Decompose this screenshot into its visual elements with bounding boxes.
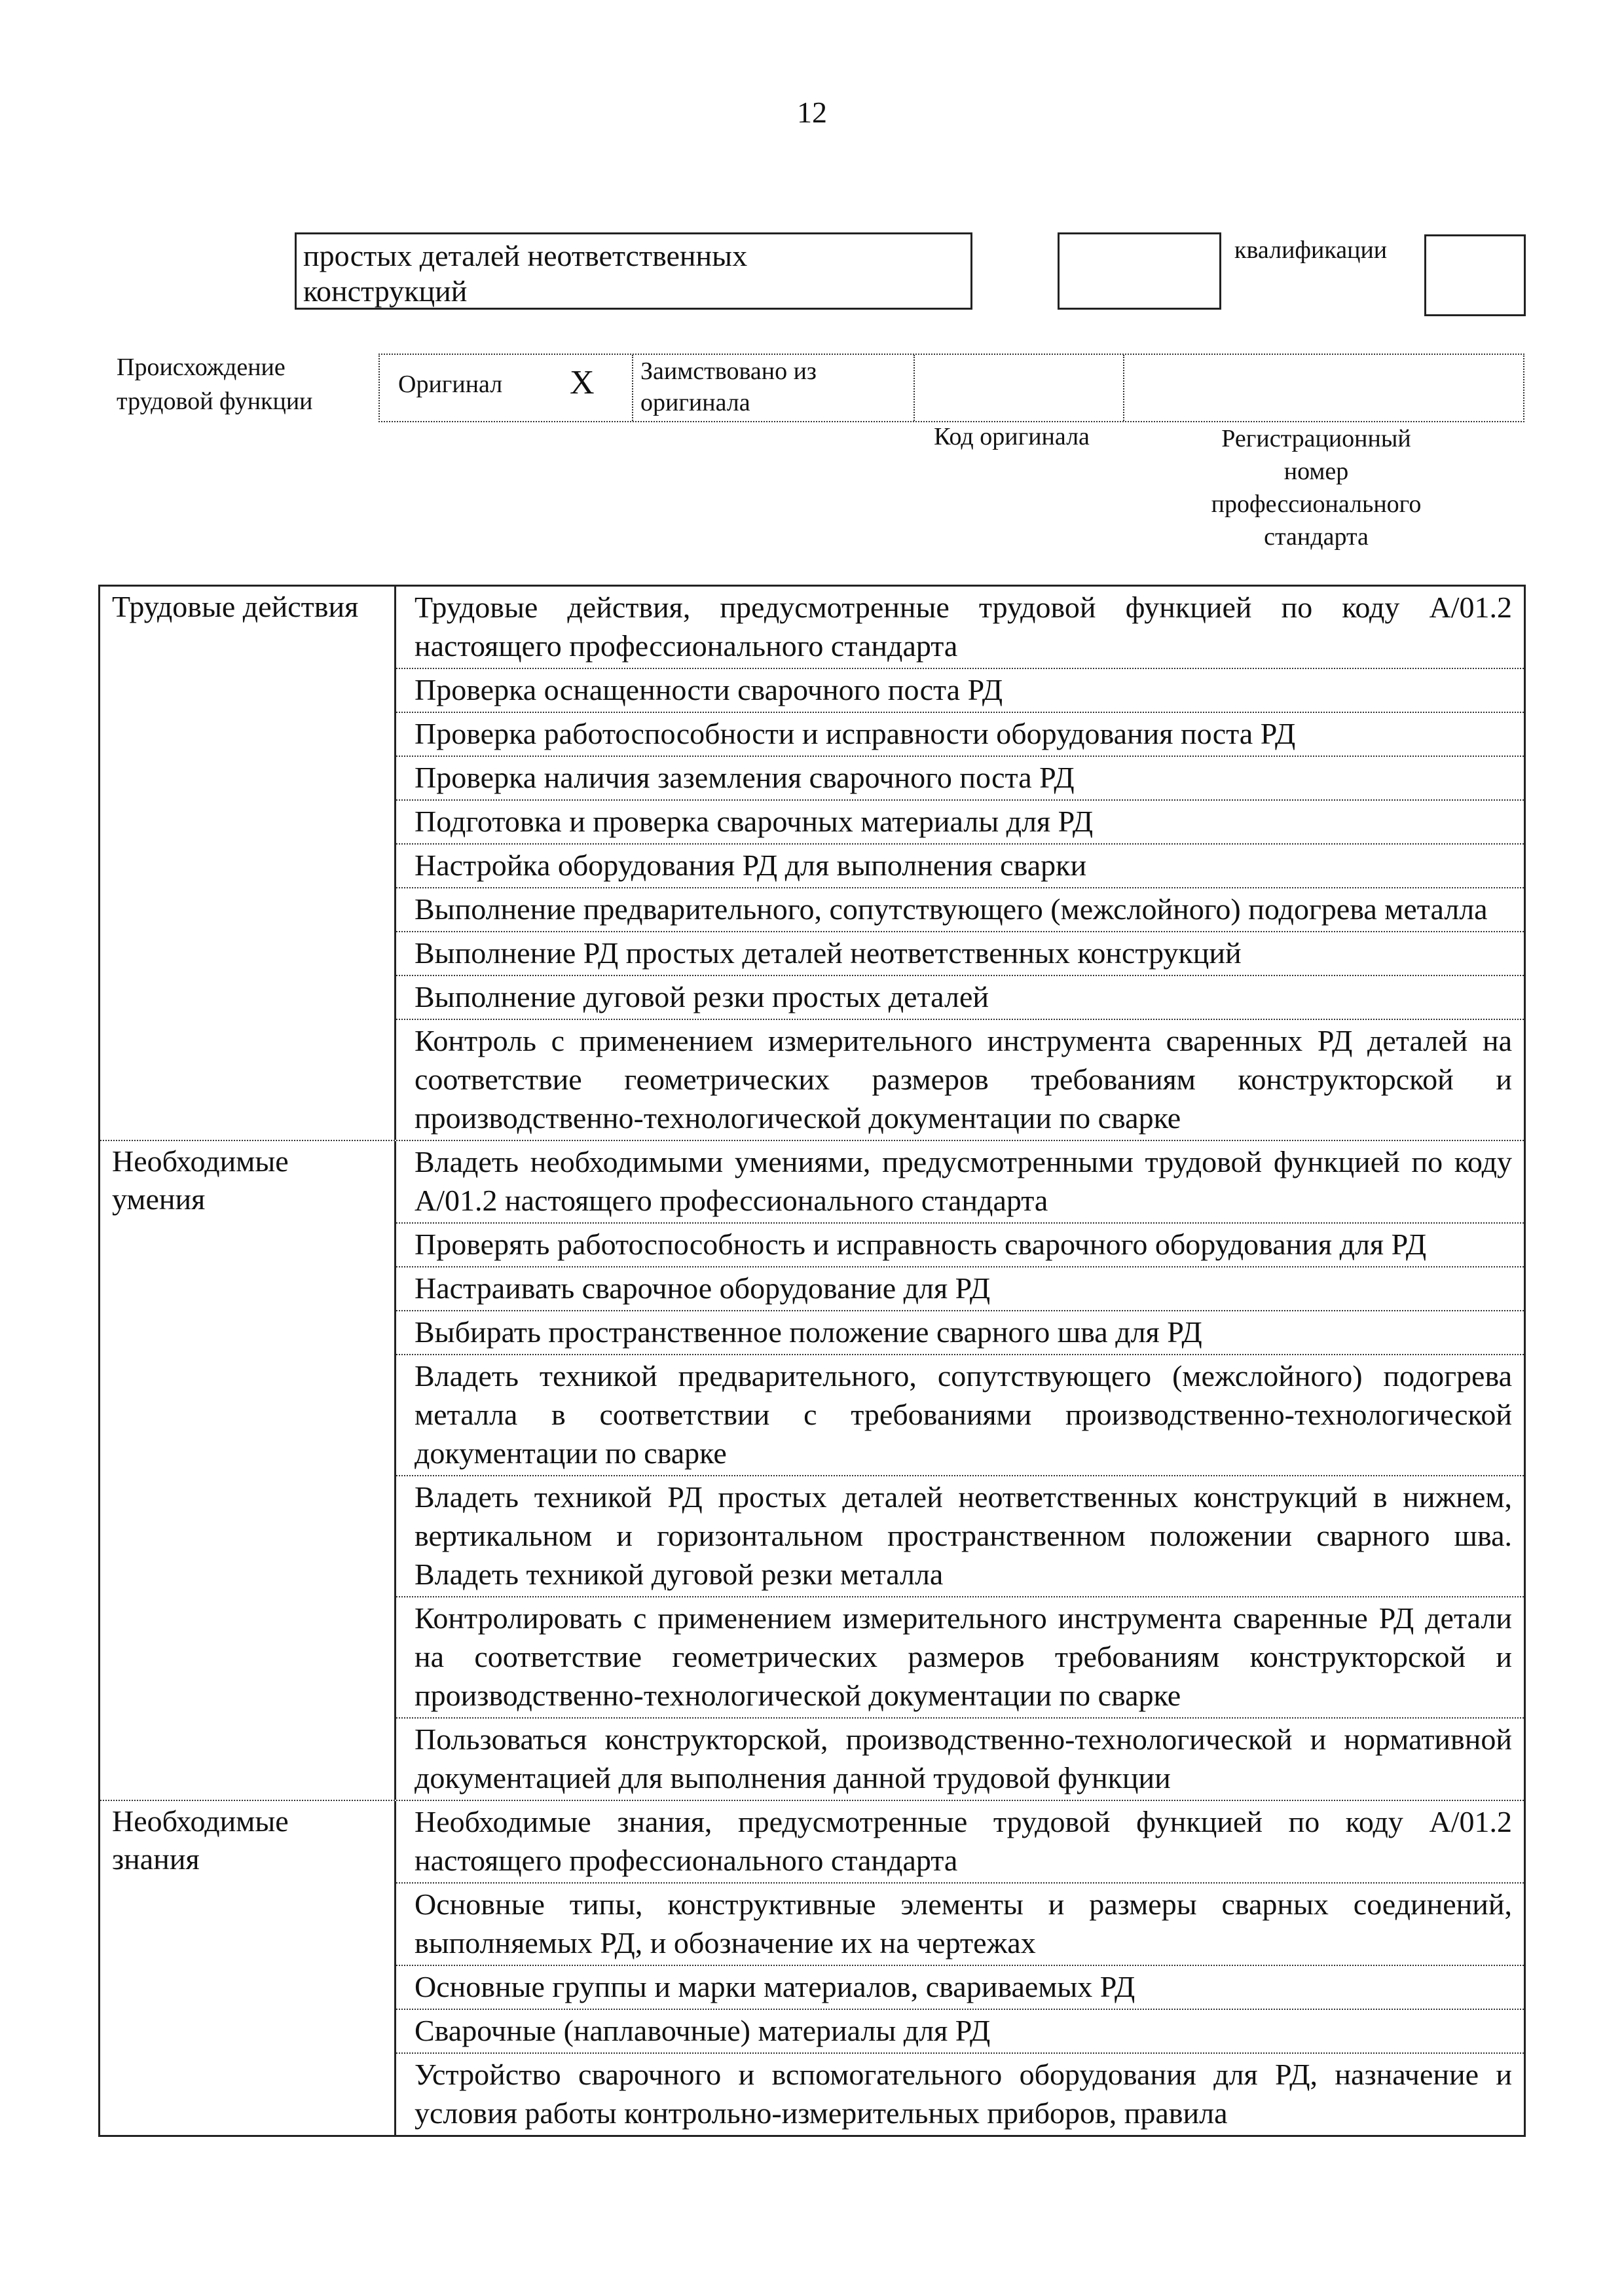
qualification-level-field <box>1424 234 1526 316</box>
section-label: Необходимые умения <box>100 1141 396 1800</box>
table-row: Пользоваться конструкторской, производственно-технологической и нормативной документацией для выполнения данной трудовой функции <box>396 1717 1524 1800</box>
labor-function-table <box>98 585 1526 2137</box>
table-row: Проверка оснащенности сварочного поста РД <box>396 668 1524 712</box>
original-mark: X <box>570 364 595 401</box>
reg-label-line: профессионального <box>1211 490 1422 518</box>
table-row: Трудовые действия, предусмотренные трудовой функцией по коду А/01.2 настоящего профессионального стандарта <box>415 591 1512 663</box>
table-row: Выбирать пространственное положение сварного шва для РД <box>396 1310 1524 1354</box>
origin-label-line: трудовой функции <box>117 388 313 415</box>
table-row: Настраивать сварочное оборудование для РД <box>396 1266 1524 1310</box>
page-number: 12 <box>797 96 827 129</box>
table-row: Контролировать с применением измерительного инструмента сваренные РД детали на соответствие геометрических размеров требованиям конструкторской и производственно-технологической документации по сварке <box>396 1596 1524 1717</box>
section-label: Трудовые действия <box>100 587 396 1140</box>
reg-label-line: Регистрационный <box>1221 425 1411 452</box>
table-row: Основные группы и марки материалов, свариваемых РД <box>396 1965 1524 2009</box>
table-row: Проверка работоспособности и исправности оборудования поста РД <box>396 712 1524 756</box>
table-row: Владеть техникой предварительного, сопутствующего (межслойного) подогрева металла в соответствии с требованиями производственно-технологической документации по сварке <box>396 1354 1524 1475</box>
borrowed-label-line: Заимствовано из <box>640 357 817 385</box>
code-original-label: Код оригинала <box>934 423 1090 450</box>
origin-row <box>378 354 1524 422</box>
qualification-label: квалификации <box>1234 236 1388 264</box>
table-row: Устройство сварочного и вспомогательного оборудования для РД, назначение и условия работы контрольно-измерительных приборов, правила <box>396 2052 1524 2135</box>
table-section <box>100 587 1524 1140</box>
table-row: Подготовка и проверка сварочных материалы для РД <box>396 799 1524 843</box>
origin-label-line: Происхождение <box>117 354 286 381</box>
original-label: Оригинал <box>398 371 503 398</box>
function-title-box <box>295 232 972 310</box>
table-row: Контроль с применением измерительного инструмента сваренных РД деталей на соответствие геометрических размеров требованиям конструкторской и производственно-технологической документации по сварке <box>396 1019 1524 1140</box>
function-title-line: конструкций <box>303 274 468 308</box>
registration-number-label <box>1166 422 1467 553</box>
section-items <box>396 1141 1524 1800</box>
section-items <box>396 587 1524 1140</box>
reg-label-line: стандарта <box>1264 523 1369 551</box>
table-row: Выполнение предварительного, сопутствующего (межслойного) подогрева металла <box>396 887 1524 931</box>
section-items <box>396 1801 1524 2135</box>
table-row: Основные типы, конструктивные элементы и размеры сварных соединений, выполняемых РД, и обозначение их на чертежах <box>396 1882 1524 1965</box>
table-row: Владеть техникой РД простых деталей неответственных конструкций в нижнем, вертикальном и горизонтальном пространственном положении сварного шва. Владеть техникой дуговой резки металла <box>396 1475 1524 1596</box>
table-row: Настройка оборудования РД для выполнения сварки <box>396 843 1524 887</box>
reg-label-line: номер <box>1283 458 1349 485</box>
origin-label <box>117 350 313 418</box>
table-row: Выполнение РД простых деталей неответственных конструкций <box>396 931 1524 975</box>
code-field <box>1058 232 1221 310</box>
table-row: Владеть необходимыми умениями, предусмотренными трудовой функцией по коду А/01.2 настоящего профессионального стандарта <box>415 1145 1512 1217</box>
borrowed-label <box>640 355 817 418</box>
origin-cell-code <box>913 355 1124 421</box>
table-row: Сварочные (наплавочные) материалы для РД <box>396 2009 1524 2052</box>
function-title-line: простых деталей неответственных <box>303 239 748 272</box>
table-section <box>100 1140 1524 1800</box>
table-row: Проверять работоспособность и исправность сварочного оборудования для РД <box>396 1222 1524 1266</box>
borrowed-label-line: оригинала <box>640 389 750 416</box>
table-row: Необходимые знания, предусмотренные трудовой функцией по коду А/01.2 настоящего профессионального стандарта <box>415 1805 1512 1877</box>
table-section <box>100 1800 1524 2135</box>
table-row: Проверка наличия заземления сварочного поста РД <box>396 756 1524 799</box>
table-row: Выполнение дуговой резки простых деталей <box>396 975 1524 1019</box>
section-label: Необходимые знания <box>100 1801 396 2135</box>
